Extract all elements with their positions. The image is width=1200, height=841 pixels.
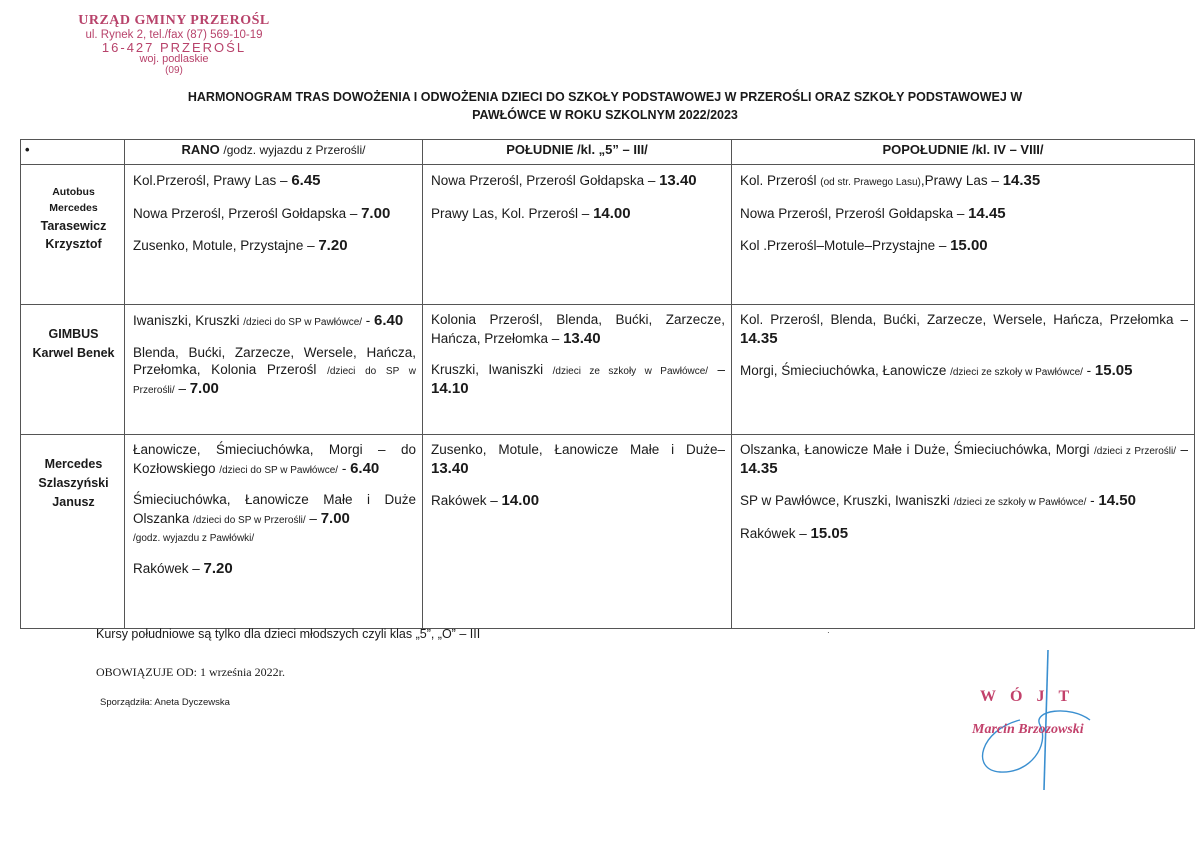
route-text: - xyxy=(362,313,375,328)
header-popoludnie: POPOŁUDNIE /kl. IV – VIII/ xyxy=(732,140,1195,165)
route-text: – xyxy=(174,380,190,396)
route-entry xyxy=(740,236,1188,256)
route-text: Kol. Przerośl, Blenda, Bućki, Zarzecze, Wersele, Hańcza, Przełomka – xyxy=(740,312,1188,327)
stray-mark: · xyxy=(827,628,830,637)
route-entry xyxy=(431,441,725,478)
signature-name: Marcin Brzozowski xyxy=(972,722,1084,737)
route-cell-rano xyxy=(125,165,423,305)
route-cell-popoludnie xyxy=(732,435,1195,629)
route-text: Olszanka, Łanowicze Małe i Duże, Śmieciuchówka, Morgi xyxy=(740,442,1094,457)
route-text: - xyxy=(338,460,351,476)
route-time: 7.20 xyxy=(203,559,233,577)
route-note: (od str. Prawego Lasu) xyxy=(820,177,921,188)
route-text: Zusenko, Motule, Przystajne – xyxy=(133,238,319,253)
route-entry xyxy=(431,311,725,348)
route-time: 13.40 xyxy=(431,459,469,477)
route-time: 7.20 xyxy=(318,237,348,254)
header-rano-label: RANO xyxy=(181,142,220,157)
driver-line: Mercedes xyxy=(49,201,98,214)
footnote: Kursy południowe są tylko dla dzieci młodszych czyli klas „5”, „O” – III xyxy=(96,627,481,641)
route-time: 14.10 xyxy=(431,379,469,397)
route-cell-rano xyxy=(125,435,423,629)
route-note: /dzieci ze szkoły w Pawłówce/ xyxy=(953,497,1087,509)
route-cell-popoludnie xyxy=(732,165,1195,305)
route-cell-poludnie xyxy=(423,305,732,435)
route-entry xyxy=(740,311,1188,348)
route-time: 13.40 xyxy=(659,172,697,189)
driver-line: Krzysztof xyxy=(45,237,102,252)
route-text: Prawy Las, Kol. Przerośl – xyxy=(431,205,594,221)
route-time: 14.35 xyxy=(740,329,778,347)
route-text: Nowa Przerośl, Przerośl Gołdapska – xyxy=(133,205,362,221)
stamp-line-address: ul. Rynek 2, tel./fax (87) 569-10-19 xyxy=(85,28,263,41)
route-time: 14.00 xyxy=(593,204,631,222)
route-cell-poludnie xyxy=(423,435,732,629)
driver-line: Karwel Benek xyxy=(32,345,115,360)
route-text: Zusenko, Motule, Łanowicze Małe i Duże– xyxy=(431,442,725,457)
route-entry xyxy=(133,236,416,256)
driver-line: Autobus xyxy=(52,186,95,198)
route-time: 6.40 xyxy=(374,312,404,329)
route-text: Iwaniszki, Kruszki xyxy=(133,313,244,328)
route-entry xyxy=(740,524,1188,544)
route-text: - xyxy=(1086,493,1099,509)
route-text: Nowa Przerośl, Przerośl Gołdapska – xyxy=(740,205,969,221)
driver-line: Mercedes xyxy=(44,457,103,471)
header-bullet: • xyxy=(21,140,125,165)
route-time: 15.05 xyxy=(1094,362,1133,380)
driver-line: GIMBUS xyxy=(48,327,99,341)
route-cell-rano xyxy=(125,305,423,435)
route-note: /dzieci z Przerośli/ xyxy=(1093,446,1177,457)
document-title xyxy=(60,88,1150,124)
title-line-2: PAWŁÓWCE W ROKU SZKOLNYM 2022/2023 xyxy=(472,108,738,123)
route-note: /dzieci do SP w Pawłówce/ xyxy=(243,317,363,328)
route-entry xyxy=(133,491,416,546)
driver-cell xyxy=(21,305,125,435)
route-time: 7.00 xyxy=(320,509,350,527)
route-cell-popoludnie xyxy=(732,305,1195,435)
route-entry xyxy=(133,441,416,478)
route-time: 15.05 xyxy=(810,524,849,542)
driver-line: Szlaszyński xyxy=(38,475,109,490)
route-text: Łanowicze, Śmieciuchówka, Morgi – do Kozłowskiego xyxy=(133,442,416,476)
stamp-line-postcode: 16-427 PRZEROŚL xyxy=(101,39,247,55)
table-row xyxy=(21,305,1195,435)
route-entry xyxy=(740,171,1188,191)
driver-line: Tarasewicz xyxy=(40,218,107,233)
route-note: /dzieci do SP w Przerośli/ xyxy=(193,514,306,526)
route-note: /godz. wyjazdu z Pawłówki/ xyxy=(133,533,255,545)
route-time: 14.45 xyxy=(968,204,1006,222)
route-entry xyxy=(740,491,1188,511)
route-text: Rakówek – xyxy=(431,493,502,509)
stamp-line-region: woj. podlaskie xyxy=(139,53,209,66)
stamp-line-office: URZĄD GMINY PRZEROŚL xyxy=(78,13,270,28)
route-text: ,Prawy Las – xyxy=(920,173,1003,188)
route-text: Blenda, Bućki, Zarzecze, Wersele, Hańcza, Przełomka, Kolonia Przerośl xyxy=(133,344,416,378)
route-text: Kol. Przerośl xyxy=(740,173,821,188)
route-time: 15.00 xyxy=(950,237,988,254)
route-time: 14.35 xyxy=(740,459,778,477)
route-cell-poludnie xyxy=(423,165,732,305)
route-text: Kol.Przerośl, Prawy Las – xyxy=(133,173,292,188)
route-text: Rakówek – xyxy=(740,525,811,541)
route-entry xyxy=(740,204,1188,224)
title-line-1: HARMONOGRAM TRAS DOWOŻENIA I ODWOŻENIA DZIECI DO SZKOŁY PODSTAWOWEJ W PRZEROŚLI ORAZ SZKOŁY PODSTAWOWEJ W xyxy=(187,90,1023,104)
prepared-by: Sporządziła: Aneta Dyczewska xyxy=(100,697,230,708)
route-text: Kol .Przerośl–Motule–Przystajne – xyxy=(740,238,951,253)
route-note: /dzieci do SP w Pawłówce/ xyxy=(219,464,339,476)
route-entry xyxy=(133,204,416,224)
route-entry xyxy=(133,171,416,191)
route-text: Kolonia Przerośl, Blenda, Bućki, Zarzecze, Hańcza, Przełomka – xyxy=(431,312,725,346)
header-row xyxy=(21,140,1195,165)
route-text: Nowa Przerośl, Przerośl Gołdapska – xyxy=(431,173,660,188)
route-entry xyxy=(431,491,725,511)
signature-scribble xyxy=(960,650,1140,790)
route-time: 6.40 xyxy=(350,459,380,477)
route-entry xyxy=(740,361,1188,381)
route-entry xyxy=(431,171,725,191)
route-entry xyxy=(133,344,416,399)
route-entry xyxy=(133,559,416,579)
route-time: 7.00 xyxy=(189,379,219,397)
driver-cell xyxy=(21,165,125,305)
route-entry xyxy=(431,361,725,398)
route-text: Śmieciuchówka, Łanowicze Małe i Duże Olszanka xyxy=(133,492,416,526)
driver-cell xyxy=(21,435,125,629)
header-poludnie: POŁUDNIE /kl. „5” – III/ xyxy=(423,140,732,165)
route-text: SP w Pawłówce, Kruszki, Iwaniszki xyxy=(740,493,954,509)
driver-line: Janusz xyxy=(52,494,95,509)
table-row xyxy=(21,435,1195,629)
route-text: – xyxy=(305,510,321,526)
route-time: 14.50 xyxy=(1098,492,1136,510)
route-text: - xyxy=(1082,363,1095,379)
route-time: 13.40 xyxy=(563,329,601,347)
table-row xyxy=(21,165,1195,305)
route-entry xyxy=(740,441,1188,478)
schedule-table xyxy=(20,139,1195,629)
signature-title: WÓJT xyxy=(980,688,1084,705)
route-text: Rakówek – xyxy=(133,560,204,576)
header-rano-sub: /godz. wyjazdu z Przerośli/ xyxy=(223,143,366,157)
stamp-line-code: (09) xyxy=(165,64,183,76)
header-rano xyxy=(125,140,423,165)
route-text: Kruszki, Iwaniszki xyxy=(431,362,553,378)
route-time: 14.35 xyxy=(1002,172,1041,189)
valid-from: OBOWIĄZUJE OD: 1 września 2022r. xyxy=(96,665,285,679)
route-text: Morgi, Śmieciuchówka, Łanowicze xyxy=(740,363,951,379)
route-entry xyxy=(133,311,416,331)
route-text: – xyxy=(1176,442,1189,457)
route-note: /dzieci do SP w Przerośli/ xyxy=(133,366,416,396)
route-time: 7.00 xyxy=(361,204,391,222)
route-time: 14.00 xyxy=(501,492,540,510)
office-stamp xyxy=(64,14,284,76)
route-note: /dzieci ze szkoły w Pawłówce/ xyxy=(950,367,1083,379)
route-time: 6.45 xyxy=(291,172,321,189)
route-entry xyxy=(431,204,725,224)
route-note: /dzieci ze szkoły w Pawłówce/ xyxy=(552,366,709,378)
route-text: – xyxy=(708,362,725,378)
